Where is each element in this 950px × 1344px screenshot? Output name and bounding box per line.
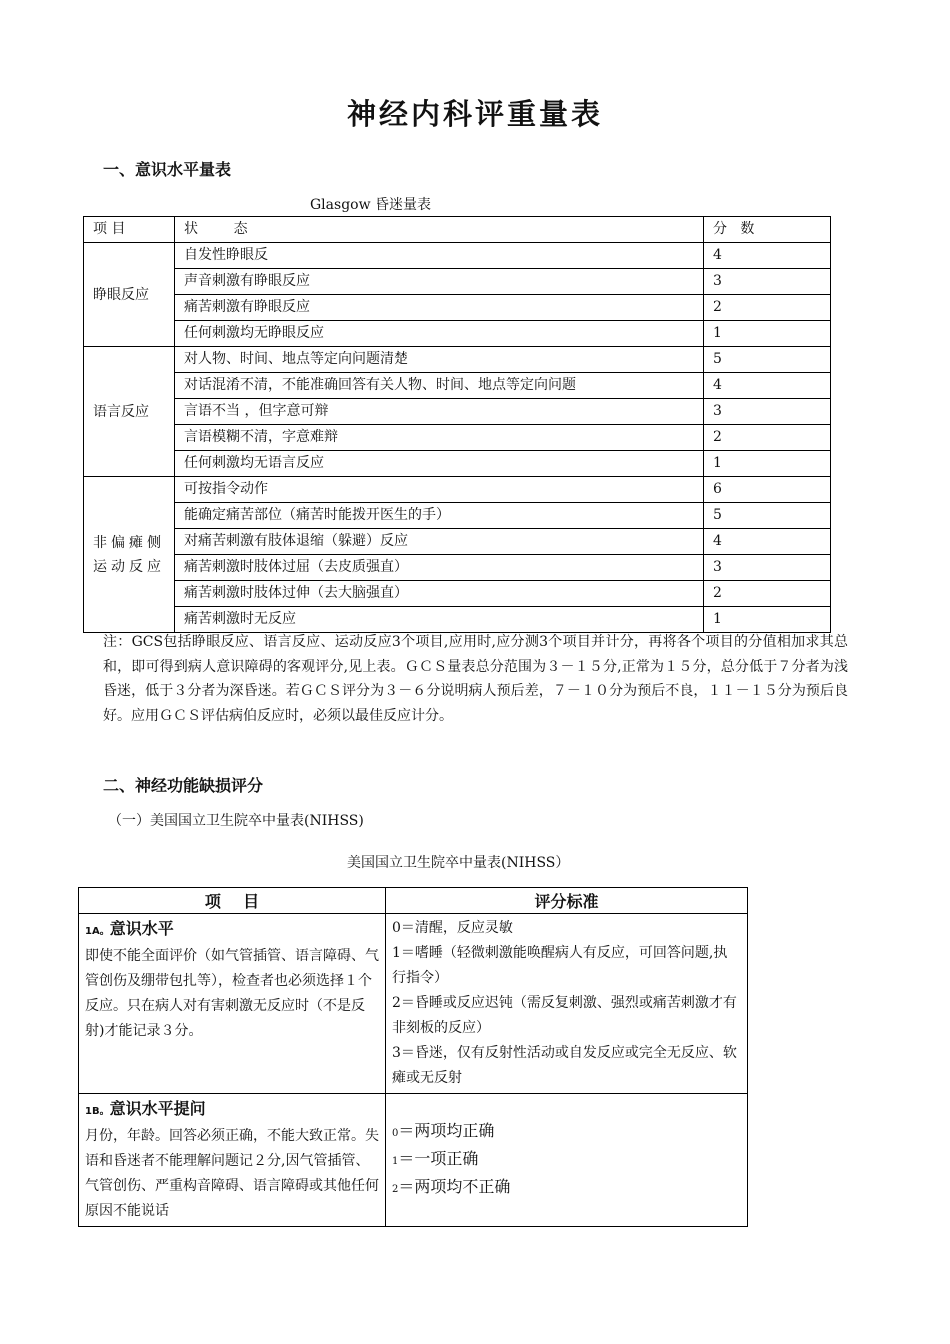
state-cell: 自发性睁眼反 <box>175 243 704 269</box>
state-cell: 对痛苦刺激有肢体退缩（躲避）反应 <box>175 529 704 555</box>
section-heading-consciousness: 一、意识水平量表 <box>103 160 232 179</box>
table-row <box>84 529 831 555</box>
table-row <box>84 373 831 399</box>
state-cell: 痛苦刺激时肢体过屈（去皮质强直） <box>175 555 704 581</box>
item-title <box>85 1096 379 1124</box>
state-cell: 痛苦刺激时肢体过伸（去大脑强直） <box>175 581 704 607</box>
table-row <box>84 555 831 581</box>
table-row <box>84 503 831 529</box>
item-title <box>85 916 379 944</box>
table-row <box>84 243 831 269</box>
category-cell: 非偏瘫侧运动反应 <box>84 477 175 633</box>
table-row <box>79 914 748 1094</box>
criteria-option: 1＝嗜睡（轻微刺激能唤醒病人有反应，可回答问题,执行指令） <box>392 945 728 986</box>
table-row <box>84 581 831 607</box>
nihss-caption: 美国国立卫生院卒中量表(NIHSS） <box>347 855 570 871</box>
header-score: 分 数 <box>704 217 831 243</box>
item-cell <box>79 914 386 1094</box>
score-cell: 1 <box>704 451 831 477</box>
criteria-option: 2＝昏睡或反应迟钝（需反复刺激、强烈或痛苦刺激才有非刻板的反应） <box>392 995 737 1036</box>
score-cell: 1 <box>704 321 831 347</box>
score-cell: 3 <box>704 399 831 425</box>
page-title: 神经内科评重量表 <box>346 97 603 131</box>
criteria-option <box>392 1146 741 1174</box>
header-state: 状 态 <box>175 217 704 243</box>
state-cell: 任何刺激均无语言反应 <box>175 451 704 477</box>
gcs-note: 注：GCS包括睁眼反应、语言反应、运动反应3个项目,应用时,应分测3个项目并计分，再将各个项目的分值相加求其总和，即可得到病人意识障碍的客观评分,见上表。ＧＣＳ量表总分范围为３－１５分,正常为１５分，总分低于７分者为浅昏迷，低于３分者为深昏迷。若ＧＣＳ评分为３－６分说明病人预后差，７－１０分为预后不良，１１－１５分为预后良好。应用ＧＣＳ评估病伯反应时，必须以最佳反应计分。 <box>103 634 848 724</box>
state-cell: 言语不当 ，但字意可辩 <box>175 399 704 425</box>
option-number: 2 <box>392 1184 399 1195</box>
item-cell <box>79 1094 386 1227</box>
gcs-caption: Glasgow 昏迷量表 <box>310 197 432 213</box>
item-name: 意识水平 <box>109 919 174 938</box>
item-description: 月份，年龄。回答必须正确，不能大致正常。失语和昏迷者不能理解问题记２分,因气管插管、气管创伤、严重构音障碍、语言障碍或其他任何原因不能说话 <box>85 1128 379 1219</box>
state-cell: 痛苦刺激时无反应 <box>175 607 704 633</box>
header-item: 项 目 <box>84 217 175 243</box>
item-code: 1B。 <box>85 1106 110 1117</box>
table-row <box>84 269 831 295</box>
table-row <box>84 607 831 633</box>
score-cell: 2 <box>704 425 831 451</box>
table-row <box>84 451 831 477</box>
score-cell: 5 <box>704 347 831 373</box>
score-cell: 1 <box>704 607 831 633</box>
criteria-option: 3＝昏迷，仅有反射性活动或自发反应或完全无反应、软瘫或无反射 <box>392 1045 737 1086</box>
score-cell: 4 <box>704 529 831 555</box>
table-row <box>84 347 831 373</box>
item-name: 意识水平提问 <box>109 1099 206 1118</box>
criteria-option <box>392 1174 741 1202</box>
table-row <box>84 321 831 347</box>
table-row <box>84 295 831 321</box>
state-cell: 言语模糊不清，字意难辩 <box>175 425 704 451</box>
nihss-subheading: （一）美国国立卫生院卒中量表(NIHSS) <box>108 813 364 829</box>
score-cell: 2 <box>704 295 831 321</box>
criteria-cell <box>386 1094 748 1227</box>
table-row <box>79 1094 748 1227</box>
option-text: ＝一项正确 <box>398 1149 479 1168</box>
score-cell: 4 <box>704 373 831 399</box>
item-description: 即使不能全面评价（如气管插管、语言障碍、气管创伤及绷带包扎等），检查者也必须选择１个反应。只在病人对有害刺激无反应时（不是反射)才能记录３分。 <box>85 948 379 1039</box>
score-cell: 5 <box>704 503 831 529</box>
category-cell: 语言反应 <box>84 347 175 477</box>
state-cell: 能确定痛苦部位（痛苦时能拨开医生的手） <box>175 503 704 529</box>
state-cell: 任何刺激均无睁眼反应 <box>175 321 704 347</box>
option-text: ＝两项均正确 <box>398 1121 495 1140</box>
option-number: 1 <box>392 1156 399 1167</box>
gcs-table <box>83 216 831 633</box>
criteria-cell <box>386 914 748 1094</box>
score-cell: 6 <box>704 477 831 503</box>
option-number: 0 <box>392 1128 399 1139</box>
state-cell: 对人物、时间、地点等定向问题清楚 <box>175 347 704 373</box>
table-row <box>84 477 831 503</box>
section-heading-neuro-deficit: 二、神经功能缺损评分 <box>103 776 264 795</box>
state-cell: 可按指令动作 <box>175 477 704 503</box>
table-header-row <box>84 217 831 243</box>
score-cell: 2 <box>704 581 831 607</box>
state-cell: 痛苦刺激有睁眼反应 <box>175 295 704 321</box>
score-cell: 3 <box>704 269 831 295</box>
score-cell: 3 <box>704 555 831 581</box>
criteria-option: 0＝清醒，反应灵敏 <box>392 920 513 936</box>
item-code: 1A。 <box>85 926 110 937</box>
score-cell: 4 <box>704 243 831 269</box>
table-header-row <box>79 888 748 914</box>
state-cell: 声音刺激有睁眼反应 <box>175 269 704 295</box>
table-row <box>84 425 831 451</box>
criteria-option <box>392 1118 741 1146</box>
header-criteria: 评分标准 <box>386 888 748 914</box>
table-row <box>84 399 831 425</box>
option-text: ＝两项均不正确 <box>398 1177 511 1196</box>
state-cell: 对话混淆不清，不能准确回答有关人物、时间、地点等定向问题 <box>175 373 704 399</box>
nihss-table <box>78 887 748 1227</box>
category-cell: 睁眼反应 <box>84 243 175 347</box>
header-item: 项 目 <box>79 888 386 914</box>
